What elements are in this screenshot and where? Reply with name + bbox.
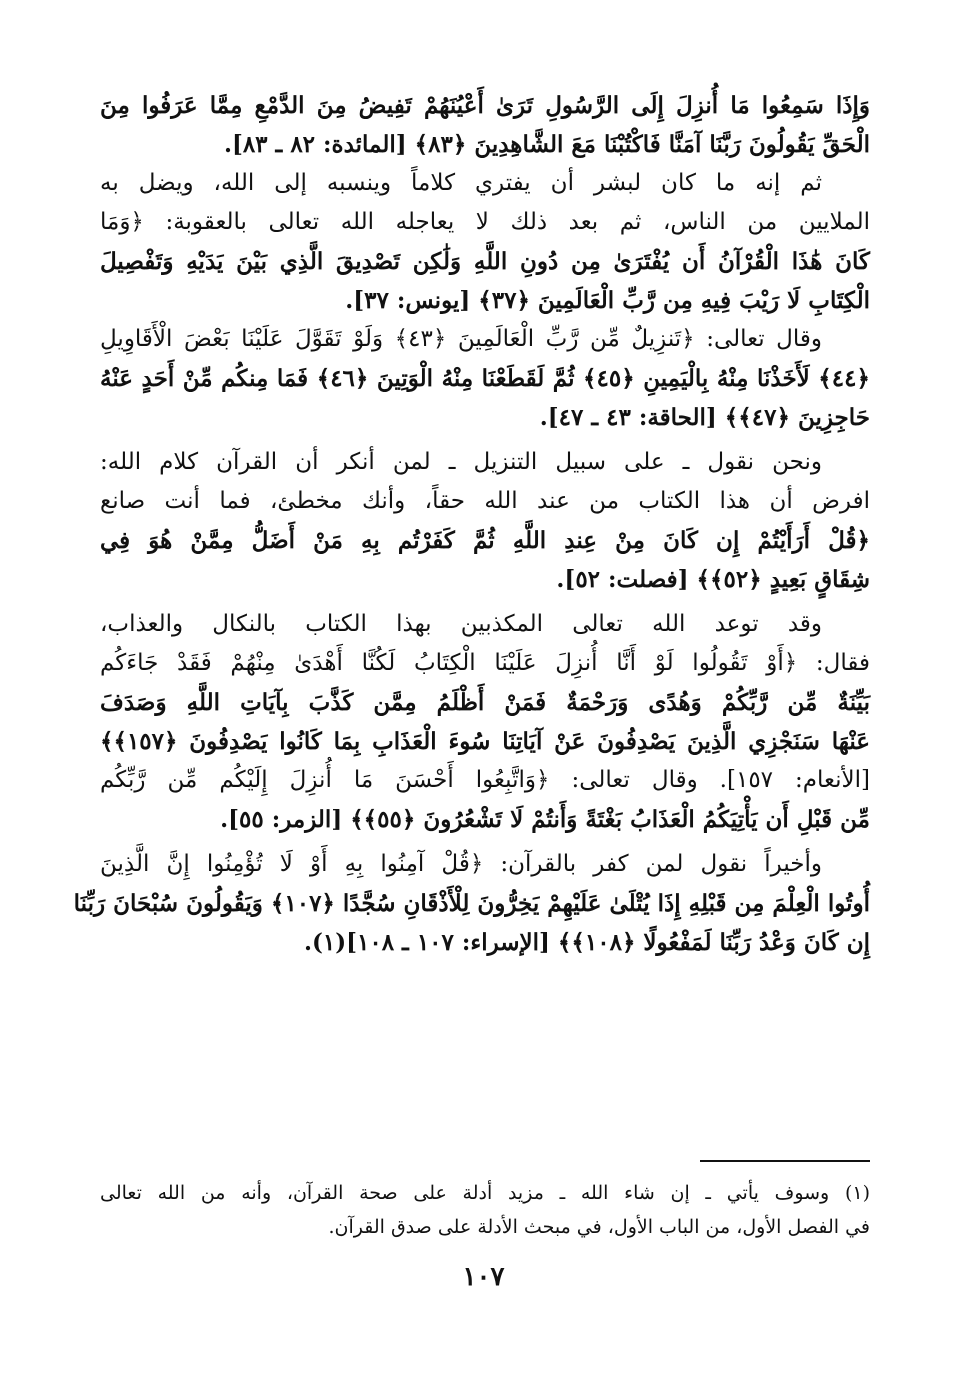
text-line: ونحن نقول ـ على سبيل التنزيل ـ لمن أنكر أن القرآن كلام الله: bbox=[100, 449, 822, 475]
text-line: الْكِتَابِ لَا رَيْبَ فِيهِ مِن رَّبِّ الْعَالَمِينَ ﴿٣٧﴾ [يونس: ٣٧]. bbox=[345, 287, 870, 314]
text-line: عَنْهَا سَنَجْزِي الَّذِينَ يَصْدِفُونَ عَنْ آيَاتِنَا سُوءَ الْعَذَابِ بِمَا كَانُوا يَصْدِفُونَ ﴿١٥٧﴾﴾ bbox=[100, 728, 870, 755]
text-line: شِقَاقٍ بَعِيدٍ ﴿٥٢﴾﴾ [فصلت: ٥٢]. bbox=[556, 566, 870, 593]
text-line: ﴿قُلْ أَرَأَيْتُمْ إِن كَانَ مِنْ عِندِ اللَّهِ ثُمَّ كَفَرْتُم بِهِ مَنْ أَضَلُّ مِمَّنْ هُوَ فِي bbox=[100, 527, 870, 554]
footnote-line: (١) وسوف يأتي ـ إن شاء الله ـ مزيد أدلة على صحة القرآن، وأنه من الله تعالى bbox=[100, 1182, 870, 1204]
text-line: أُوتُوا الْعِلْمَ مِن قَبْلِهِ إِذَا يُتْلَىٰ عَلَيْهِمْ يَخِرُّونَ لِلْأَذْقَانِ سُجَّدًا ﴿١٠٧﴾ وَيَقُولُونَ سُبْحَانَ رَبِّنَا bbox=[73, 890, 870, 917]
text-line: بَيِّنَةٌ مِّن رَّبِّكُمْ وَهُدًى وَرَحْمَةٌ فَمَنْ أَظْلَمُ مِمَّن كَذَّبَ بِآيَاتِ اللَّهِ وَصَدَفَ bbox=[100, 689, 870, 716]
footnote bbox=[100, 1176, 870, 1244]
text-line: الملايين من الناس، ثم بعد ذلك لا يعاجله الله تعالى بالعقوبة: ﴿وَمَا bbox=[100, 209, 870, 235]
page-number: ١٠٧ bbox=[462, 1262, 505, 1292]
text-line: كَانَ هَٰذَا الْقُرْآنُ أَن يُفْتَرَىٰ مِن دُونِ اللَّهِ وَلَٰكِن تَصْدِيقَ الَّذِي بَيْنَ يَدَيْهِ وَتَفْصِيلَ bbox=[100, 248, 870, 275]
text-line: الْحَقِّ يَقُولُونَ رَبَّنَا آمَنَّا فَاكْتُبْنَا مَعَ الشَّاهِدِينَ ﴿٨٣﴾ [المائدة: ٨٢ ـ ٨٣]. bbox=[223, 131, 870, 158]
footnote-divider bbox=[700, 1160, 870, 1162]
text-line: وأخيراً نقول لمن كفر بالقرآن: ﴿قُلْ آمِنُوا بِهِ أَوْ لَا تُؤْمِنُوا إِنَّ الَّذِينَ bbox=[100, 851, 822, 877]
text-line: افرض أن هذا الكتاب من عند الله حقاً، وأنك مخطئ، فما أنت صانع bbox=[100, 488, 870, 514]
text-line: حَاجِزِينَ ﴿٤٧﴾﴾ [الحاقة: ٤٣ ـ ٤٧]. bbox=[539, 404, 870, 431]
text-line: إِن كَانَ وَعْدُ رَبِّنَا لَمَفْعُولًا ﴿١٠٨﴾﴾ [الإسراء: ١٠٧ ـ ١٠٨](١). bbox=[303, 929, 870, 956]
text-line: مِّن قَبْلِ أَن يَأْتِيَكُمُ الْعَذَابُ بَغْتَةً وَأَنتُمْ لَا تَشْعُرُونَ ﴿٥٥﴾﴾ [الزمر: ٥٥]. bbox=[220, 806, 870, 833]
text-line: وَإِذَا سَمِعُوا مَا أُنزِلَ إِلَى الرَّسُولِ تَرَىٰ أَعْيُنَهُمْ تَفِيضُ مِنَ الدَّمْعِ مِمَّا عَرَفُوا مِنَ bbox=[100, 92, 870, 119]
text-line: [الأنعام: ١٥٧]. وقال تعالى: ﴿وَاتَّبِعُوا أَحْسَنَ مَا أُنزِلَ إِلَيْكُم مِّن رَّبِّكُم bbox=[100, 767, 870, 793]
body-text bbox=[73, 86, 870, 962]
text-line: وقد توعد الله تعالى المكذبين بهذا الكتاب بالنكال والعذاب، bbox=[100, 611, 822, 637]
text-line: فقال: ﴿أَوْ تَقُولُوا لَوْ أَنَّا أُنزِلَ عَلَيْنَا الْكِتَابُ لَكُنَّا أَهْدَىٰ مِنْهُمْ فَقَدْ جَاءَكُم bbox=[100, 650, 870, 676]
text-line: ثم إنه ما كان لبشر أن يفتري كلاماً وينسبه إلى الله، ويضل به bbox=[100, 170, 822, 196]
text-line: ﴿٤٤﴾ لَأَخَذْنَا مِنْهُ بِالْيَمِينِ ﴿٤٥﴾ ثُمَّ لَقَطَعْنَا مِنْهُ الْوَتِينَ ﴿٤٦﴾ فَمَا مِنكُم مِّنْ أَحَدٍ عَنْهُ bbox=[100, 365, 870, 392]
footnote-line: في الفصل الأول، من الباب الأول، في مبحث الأدلة على صدق القرآن. bbox=[328, 1216, 870, 1238]
text-line: وقال تعالى: ﴿تَنزِيلٌ مِّن رَّبِّ الْعَالَمِينَ ﴿٤٣﴾ وَلَوْ تَقَوَّلَ عَلَيْنَا بَعْضَ الْأَقَاوِيلِ bbox=[100, 326, 822, 352]
